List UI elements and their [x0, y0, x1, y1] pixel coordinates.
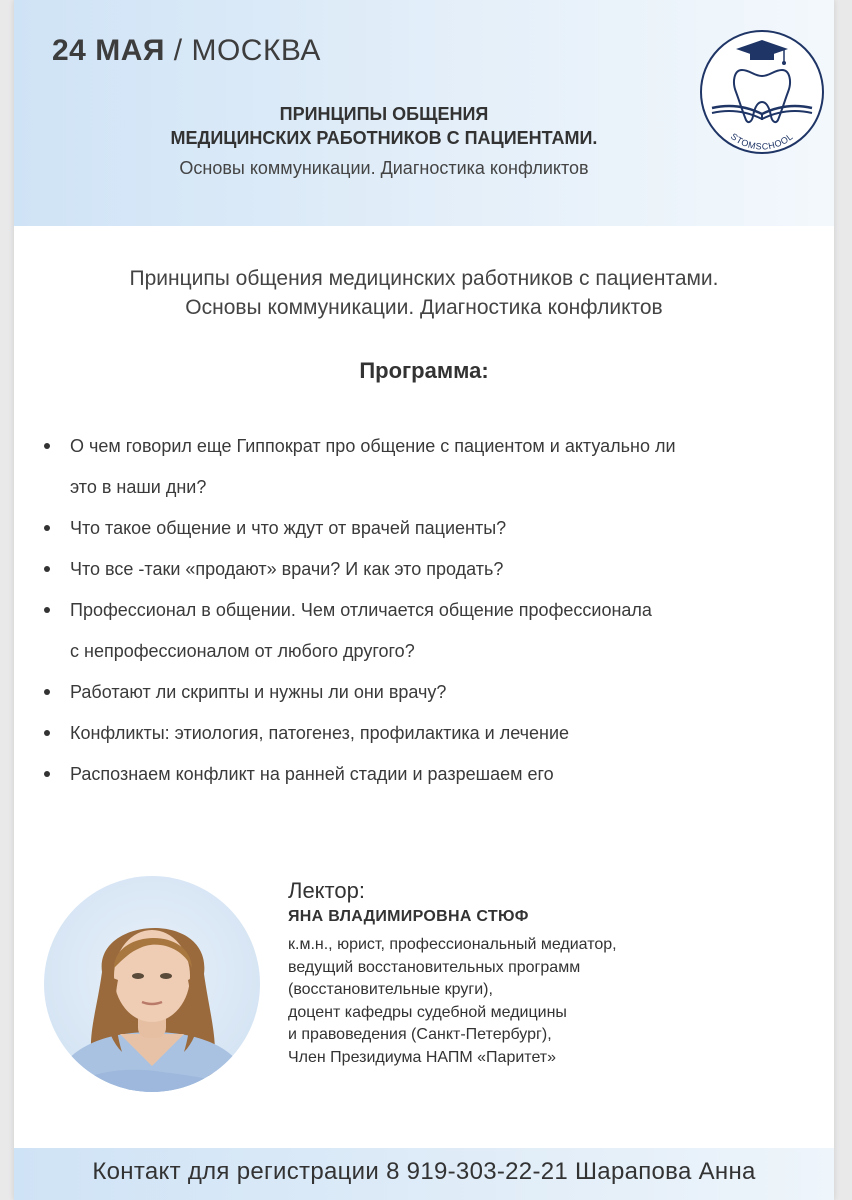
- course-title-line-1: ПРИНЦИПЫ ОБЩЕНИЯ: [279, 104, 489, 124]
- event-date: 24 МАЯ: [52, 34, 165, 67]
- program-heading: Программа:: [359, 358, 489, 383]
- program-item-line: с непрофессионалом от любого другого?: [70, 641, 415, 661]
- lecturer-portrait-illustration: [44, 876, 260, 1092]
- lecturer-bio-line: к.м.н., юрист, профессиональный медиатор,: [288, 936, 617, 953]
- flyer-page: [14, 0, 834, 1200]
- lecturer-bio-line: Член Президиума НАПМ «Паритет»: [288, 1048, 557, 1066]
- program-item: [40, 549, 820, 590]
- program-item-line: Конфликты: этиология, патогенез, профилактика и лечение: [70, 723, 570, 743]
- lecturer-bio: [288, 934, 808, 1069]
- lecturer-photo: [44, 876, 260, 1092]
- program-item: [40, 426, 820, 508]
- lecturer-label: Лектор:: [288, 878, 365, 903]
- logo-wordmark: STOMSCHOOL: [728, 131, 796, 152]
- lecturer-bio-line: (восстановительные круги),: [288, 981, 493, 998]
- intro-line-2: Основы коммуникации. Диагностика конфликтов: [185, 296, 663, 319]
- program-item: [40, 590, 820, 672]
- program-list: [40, 426, 820, 795]
- registration-contact: Контакт для регистрации 8 919-303-22-21 Шарапова Анна: [92, 1158, 756, 1185]
- program-item-line: это в наши дни?: [70, 477, 207, 497]
- program-item-line: Распознаем конфликт на ранней стадии и разрешаем его: [70, 764, 554, 784]
- intro-text: [54, 264, 794, 322]
- course-subtitle: Основы коммуникации. Диагностика конфликтов: [179, 158, 589, 178]
- lecturer-name: ЯНА ВЛАДИМИРОВНА СТЮФ: [288, 908, 529, 925]
- bullet-icon: [44, 689, 50, 695]
- bullet-icon: [44, 443, 50, 449]
- program-item: [40, 508, 820, 549]
- lecturer-bio-line: ведущий восстановительных программ: [288, 958, 581, 976]
- program-item: [40, 754, 820, 795]
- program-item-line: Что такое общение и что ждут от врачей пациенты?: [70, 518, 507, 538]
- program-item-line: Что все -таки «продают» врачи? И как это продать?: [70, 559, 504, 579]
- date-separator: /: [173, 34, 183, 67]
- intro-line-1: Принципы общения медицинских работников с пациентами.: [129, 267, 719, 290]
- course-title-line-2: МЕДИЦИНСКИХ РАБОТНИКОВ С ПАЦИЕНТАМИ.: [170, 128, 598, 148]
- footer-banner: [14, 1148, 834, 1200]
- lecturer-bio-line: и правоведения (Санкт-Петербург),: [288, 1026, 552, 1043]
- bullet-icon: [44, 771, 50, 777]
- lecturer-bio-line: доцент кафедры судебной медицины: [288, 1003, 567, 1021]
- stomschool-logo: [698, 28, 826, 156]
- header-banner: [14, 0, 834, 226]
- bullet-icon: [44, 730, 50, 736]
- program-item-line: О чем говорил еще Гиппократ про общение с пациентом и актуально ли: [70, 436, 676, 456]
- program-item: [40, 672, 820, 713]
- program-item-line: Профессионал в общении. Чем отличается общение профессионала: [70, 600, 652, 620]
- course-title: [74, 102, 694, 150]
- event-city: МОСКВА: [191, 34, 321, 67]
- event-date-city: [52, 34, 321, 68]
- program-item-line: Работают ли скрипты и нужны ли они врачу?: [70, 682, 447, 702]
- bullet-icon: [44, 607, 50, 613]
- program-item: [40, 713, 820, 754]
- bullet-icon: [44, 525, 50, 531]
- bullet-icon: [44, 566, 50, 572]
